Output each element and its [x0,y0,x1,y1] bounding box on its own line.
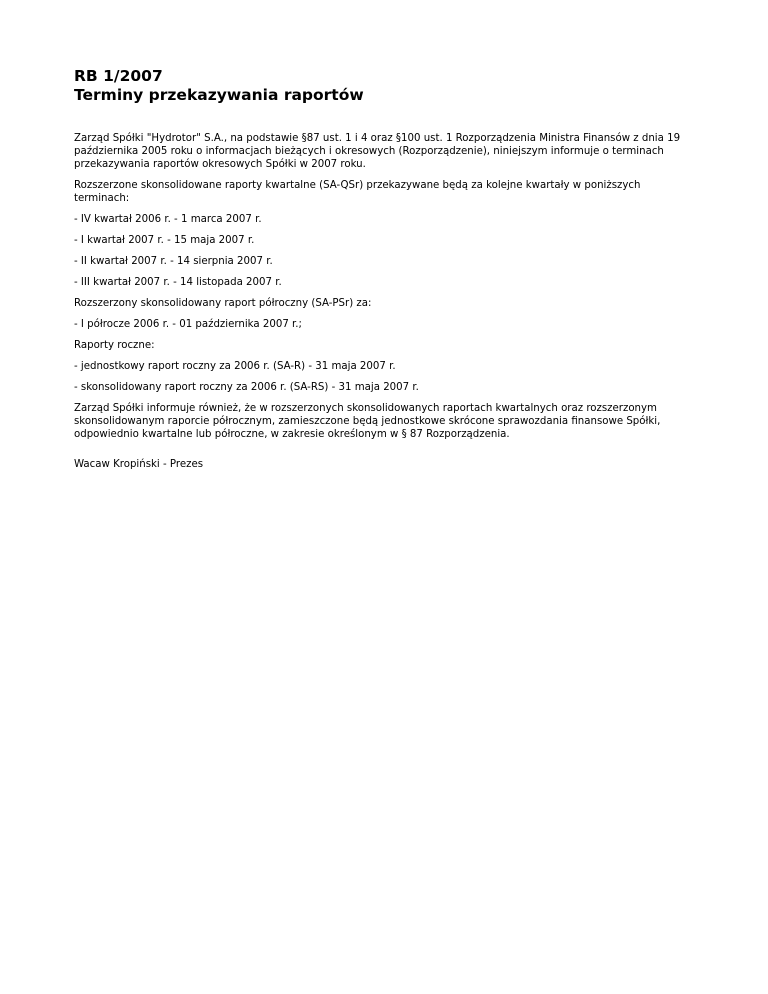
halfyear-heading: Rozszerzony skonsolidowany raport półroczny (SA-PSr) za: [74,298,372,309]
quarterly-item: - II kwartał 2007 r. - 14 sierpnia 2007 r. [74,256,273,267]
closing-paragraph: Zarząd Spółki informuje również, że w rozszerzonych skonsolidowanych raportach kwartalnych oraz rozszerzonym skonsolidowanym raporcie półrocznym, zamieszczone będą jednostkowe skrócone sprawozdania finansowe Spółki, odpowiednio kwartalne lub półroczne, w zakresie określonym w § 87 Rozporządzenia. [74,403,661,440]
intro-paragraph: Zarząd Spółki "Hydrotor" S.A., na podstawie §87 ust. 1 i 4 oraz §100 ust. 1 Rozporządzenia Ministra Finansów z dnia 19 października 2005 roku o informacjach bieżących i okresowych (Rozporządzenie), niniejszym informuje o terminach przekazywania raportów okresowych Spółki w 2007 roku. [74,133,681,170]
report-subject: Terminy przekazywania raportów [74,86,364,104]
report-body [74,132,694,471]
quarterly-heading: Rozszerzone skonsolidowane raporty kwartalne (SA-QSr) przekazywane będą za kolejne kwartały w poniższych terminach: [74,180,641,204]
report-page [74,67,694,479]
quarterly-item: - III kwartał 2007 r. - 14 listopada 2007 r. [74,277,282,288]
annual-heading: Raporty roczne: [74,340,155,351]
signature: Wacaw Kropiński - Prezes [74,459,204,470]
annual-item: - jednostkowy raport roczny za 2006 r. (SA-R) - 31 maja 2007 r. [74,361,396,372]
quarterly-item: - I kwartał 2007 r. - 15 maja 2007 r. [74,235,255,246]
halfyear-item: - I półrocze 2006 r. - 01 października 2007 r.; [74,319,302,330]
quarterly-item: - IV kwartał 2006 r. - 1 marca 2007 r. [74,214,262,225]
report-number: RB 1/2007 [74,67,163,85]
report-title [74,67,694,105]
annual-item: - skonsolidowany raport roczny za 2006 r. (SA-RS) - 31 maja 2007 r. [74,382,419,393]
